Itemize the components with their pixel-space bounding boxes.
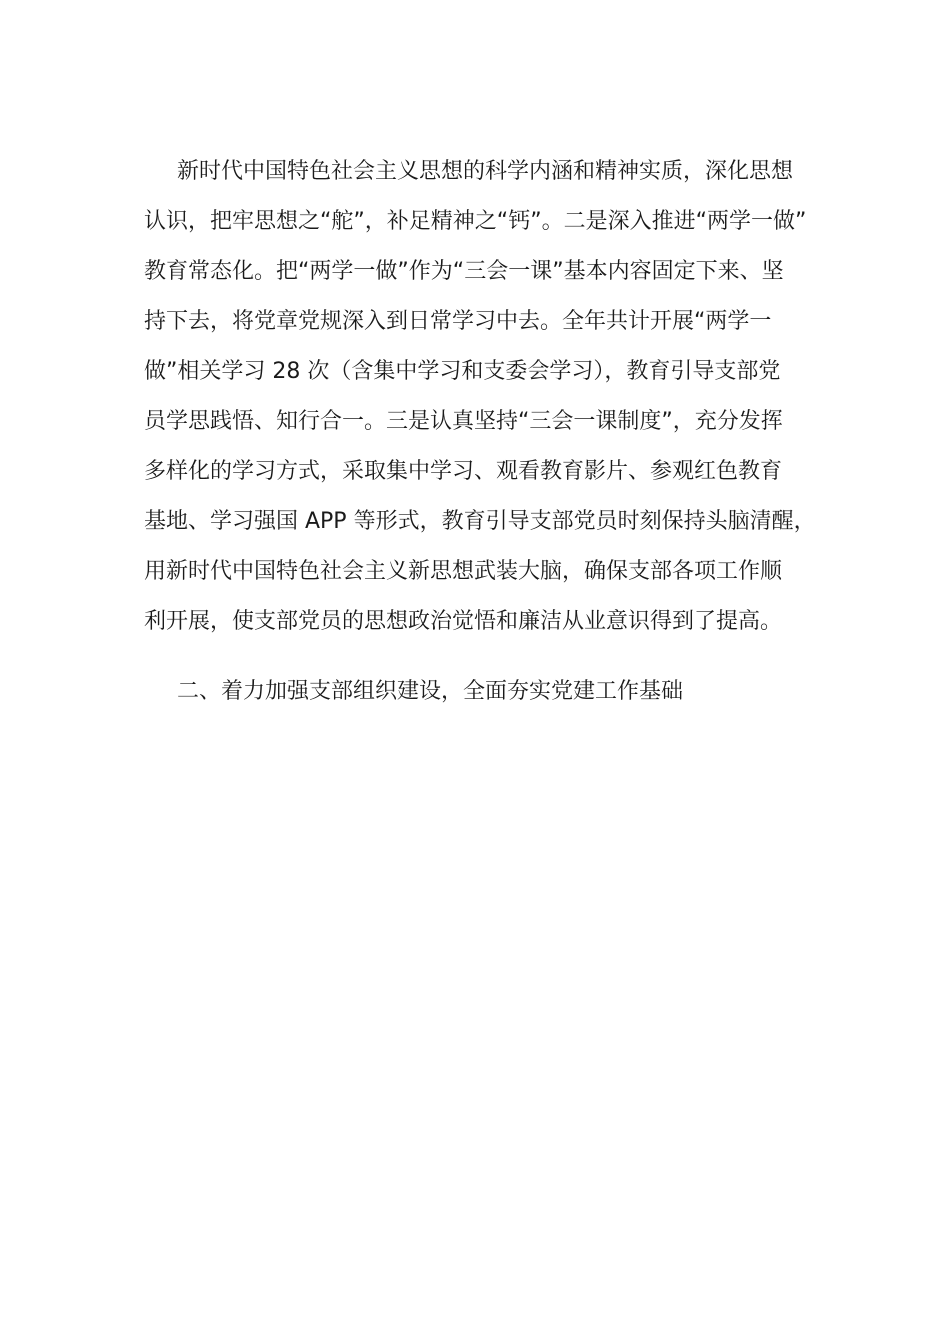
- paragraph-line-2: 认识，把牢思想之“舵”，补足精神之“钙”。二是深入推进“两学一做”: [144, 209, 807, 234]
- paragraph-line-4: 持下去，将党章党规深入到日常学习中去。全年共计开展“两学一: [144, 309, 772, 334]
- paragraph-line-3: 教育常态化。把“两学一做”作为“三会一课”基本内容固定下来、坚: [144, 259, 784, 284]
- paragraph-line-7: 多样化的学习方式，采取集中学习、观看教育影片、参观红色教育: [144, 459, 783, 484]
- paragraph-line-5: 做”相关学习 28 次（含集中学习和支委会学习），教育引导支部党: [144, 359, 781, 384]
- paragraph-line-1: 新时代中国特色社会主义思想的科学内涵和精神实质，深化思想: [177, 159, 794, 184]
- paragraph-line-6: 员学思践悟、知行合一。三是认真坚持“三会一课制度”，充分发挥: [144, 409, 783, 434]
- paragraph-line-8: 基地、学习强国 APP 等形式，教育引导支部党员时刻保持头脑清醒，: [144, 509, 816, 534]
- paragraph-line-10: 利开展，使支部党员的思想政治觉悟和廉洁从业意识得到了提高。: [144, 609, 783, 634]
- section-heading: 二、着力加强支部组织建设，全面夯实党建工作基础: [177, 679, 684, 704]
- paragraph-line-9: 用新时代中国特色社会主义新思想武装大脑，确保支部各项工作顺: [144, 559, 783, 584]
